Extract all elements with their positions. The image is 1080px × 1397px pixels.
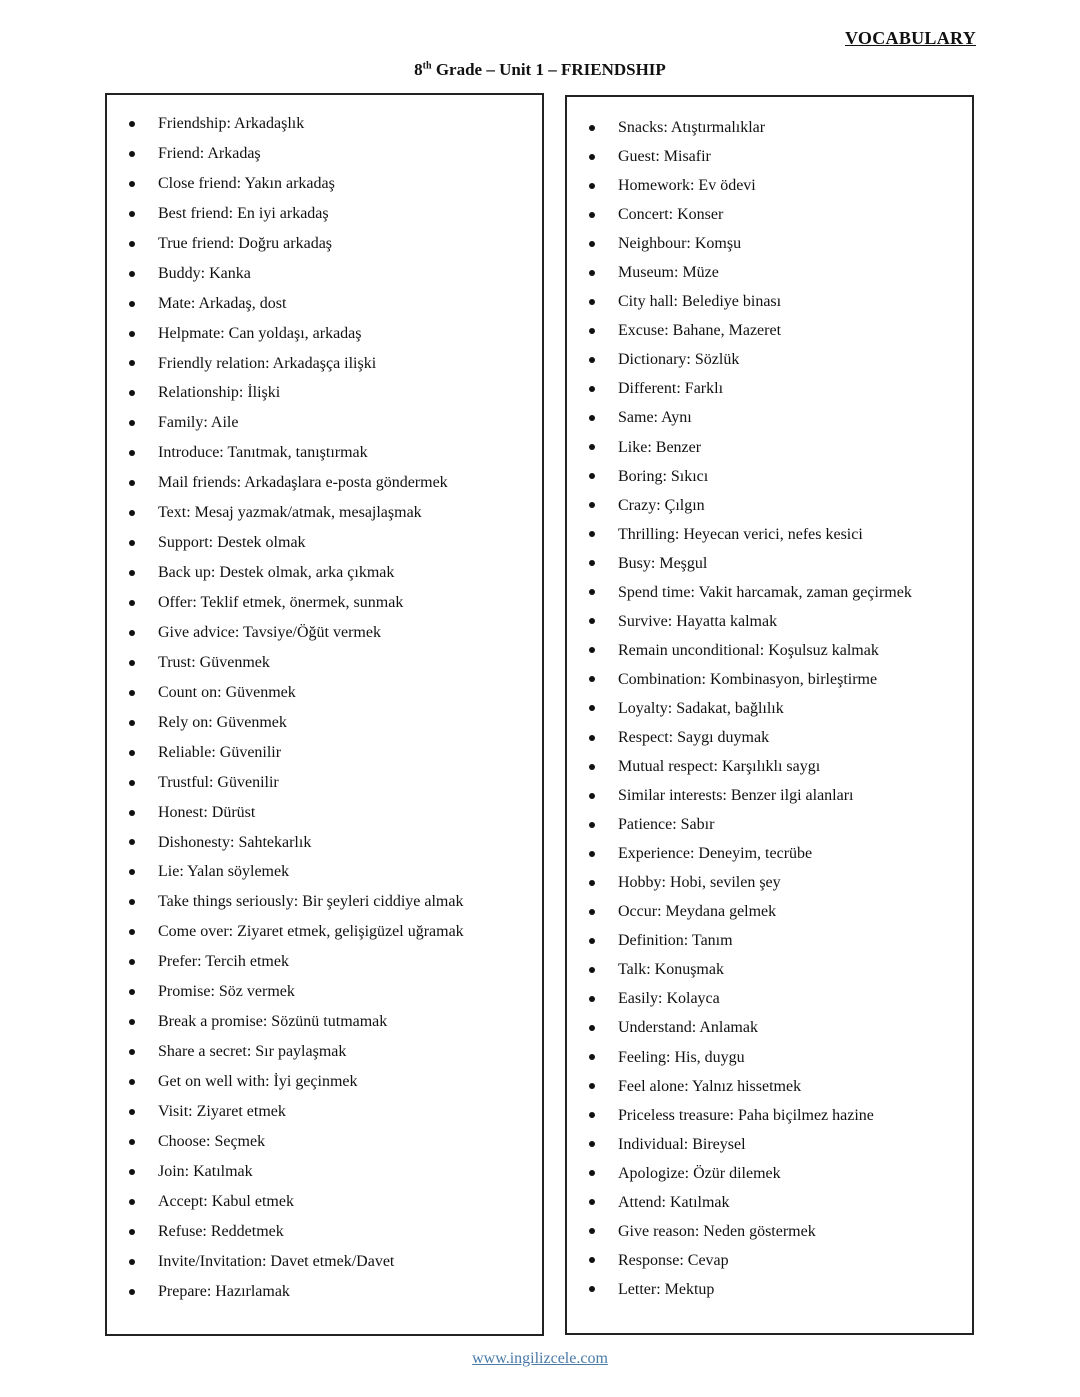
title-grade-number: 8 [414,60,423,79]
vocabulary-item-text: Accept: Kabul etmek [158,1192,294,1210]
bullet-icon [129,1229,135,1235]
vocabulary-item-text: Response: Cevap [618,1251,729,1269]
bullet-icon [129,899,135,905]
vocabulary-item-text: Join: Katılmak [158,1162,253,1180]
vocabulary-item-text: Friend: Arkadaş [158,144,261,162]
vocabulary-item-text: Dictionary: Sözlük [618,351,740,369]
vocabulary-item [567,142,972,171]
bullet-icon [589,851,595,857]
vocabulary-item [567,462,972,491]
bullet-icon [129,1289,135,1295]
bullet-icon [129,869,135,875]
vocabulary-item [567,1072,972,1101]
vocabulary-item-text: Concert: Konser [618,206,724,224]
bullet-icon [129,959,135,965]
bullet-icon [589,909,595,915]
vocabulary-item [567,1130,972,1159]
vocabulary-item [107,1067,542,1097]
bullet-icon [589,764,595,770]
bullet-icon [589,444,595,450]
vocabulary-item [567,1101,972,1130]
vocabulary-item-text: Share a secret: Sır paylaşmak [158,1043,347,1061]
bullet-icon [129,630,135,636]
vocabulary-item [107,289,542,319]
bullet-icon [589,154,595,160]
bullet-icon [129,301,135,307]
bullet-icon [129,510,135,516]
vocabulary-item [567,984,972,1013]
vocabulary-item-text: Same: Aynı [618,409,692,427]
vocabulary-item-text: Definition: Tanım [618,932,733,950]
vocabulary-item [107,1127,542,1157]
bullet-icon [589,1199,595,1205]
vocabulary-item-text: Support: Destek olmak [158,534,306,552]
vocabulary-item [107,1037,542,1067]
vocabulary-item-text: True friend: Doğru arkadaş [158,234,333,252]
vocabulary-item [107,408,542,438]
vocabulary-item-text: Trust: Güvenmek [158,653,270,671]
vocabulary-item-text: Spend time: Vakit harcamak, zaman geçirmek [618,583,912,601]
bullet-icon [129,271,135,277]
vocabulary-item [107,678,542,708]
vocabulary-item [567,374,972,403]
vocabulary-item [567,113,972,142]
vocabulary-item [107,558,542,588]
vocabulary-item-text: Museum: Müze [618,264,719,282]
vocabulary-item-text: Lie: Yalan söylemek [158,863,290,881]
vocabulary-item [567,1246,972,1275]
bullet-icon [589,618,595,624]
vocabulary-item [107,1217,542,1247]
vocabulary-item-text: Visit: Ziyaret etmek [158,1102,286,1120]
vocabulary-item-text: Choose: Seçmek [158,1132,266,1150]
vocabulary-item-text: Refuse: Reddetmek [158,1222,284,1240]
vocabulary-item [567,171,972,200]
vocabulary-item-text: Feeling: His, duygu [618,1048,745,1066]
title-unit-text: Grade – Unit 1 – FRIENDSHIP [431,60,666,79]
bullet-icon [129,750,135,756]
bullet-icon [129,121,135,127]
vocabulary-item-text: Back up: Destek olmak, arka çıkmak [158,564,395,582]
vocabulary-item [567,839,972,868]
vocabulary-item-text: Excuse: Bahane, Mazeret [618,322,782,340]
vocabulary-item-text: Reliable: Güvenilir [158,743,282,761]
vocabulary-item-text: Mutual respect: Karşılıklı saygı [618,758,821,776]
vocabulary-item-text: Different: Farklı [618,380,724,398]
vocabulary-item [107,768,542,798]
bullet-icon [129,780,135,786]
vocabulary-item-text: Friendly relation: Arkadaşça ilişki [158,354,377,372]
left-vocabulary-list [107,109,542,1307]
vocabulary-item-text: Hobby: Hobi, sevilen şey [618,874,781,892]
vocabulary-item [107,498,542,528]
vocabulary-item-text: Experience: Deneyim, tecrübe [618,845,813,863]
bullet-icon [129,570,135,576]
bullet-icon [129,1199,135,1205]
vocabulary-item [567,1275,972,1304]
bullet-icon [589,299,595,305]
vocabulary-item [107,648,542,678]
bullet-icon [129,420,135,426]
bullet-icon [589,1286,595,1292]
vocabulary-item [567,520,972,549]
vocabulary-item [567,1217,972,1246]
bullet-icon [589,676,595,682]
vocabulary-item [107,468,542,498]
vocabulary-item [567,345,972,374]
bullet-icon [589,735,595,741]
bullet-icon [589,880,595,886]
vocabulary-item-text: Count on: Güvenmek [158,683,296,701]
vocabulary-item [567,955,972,984]
vocabulary-item [567,607,972,636]
vocabulary-item-text: Text: Mesaj yazmak/atmak, mesajlaşmak [158,504,422,522]
vocabulary-item [567,578,972,607]
bullet-icon [129,690,135,696]
vocabulary-item [107,259,542,289]
vocabulary-item-text: Best friend: En iyi arkadaş [158,204,329,222]
bullet-icon [589,647,595,653]
bullet-icon [589,589,595,595]
bullet-icon [589,241,595,247]
vocabulary-item-text: Snacks: Atıştırmalıklar [618,119,766,136]
vocabulary-item [567,897,972,926]
vocabulary-item [107,1007,542,1037]
vocabulary-item [107,977,542,1007]
vocabulary-item-text: Prefer: Tercih etmek [158,953,289,971]
title-grade-suffix: th [422,60,432,72]
bullet-icon [589,212,595,218]
bullet-icon [589,502,595,508]
bullet-icon [589,1054,595,1060]
bullet-icon [129,211,135,217]
vocabulary-item [107,199,542,229]
vocabulary-item [567,287,972,316]
vocabulary-item [107,1277,542,1307]
vocabulary-item-text: Talk: Konuşmak [618,961,724,979]
vocabulary-item-text: Survive: Hayatta kalmak [618,612,778,630]
left-vocabulary-box [105,93,544,1336]
vocabulary-item [567,781,972,810]
bullet-icon [589,822,595,828]
bullet-icon [129,720,135,726]
bullet-icon [589,1228,595,1234]
bullet-icon [129,929,135,935]
bullet-icon [129,1049,135,1055]
vocabulary-item-text: Mate: Arkadaş, dost [158,294,287,312]
bullet-icon [129,1259,135,1265]
vocabulary-item-text: Feel alone: Yalnız hissetmek [618,1077,802,1095]
vocabulary-item [567,752,972,781]
bullet-icon [129,660,135,666]
vocabulary-item-text: Give reason: Neden göstermek [618,1222,816,1240]
vocabulary-item [107,438,542,468]
vocabulary-item [567,665,972,694]
vocabulary-item [107,828,542,858]
bullet-icon [129,360,135,366]
vocabulary-item-text: Relationship: İlişki [158,384,281,402]
vocabulary-item [567,1013,972,1042]
vocabulary-item [567,1188,972,1217]
vocabulary-item-text: Apologize: Özür dilemek [618,1164,781,1182]
vocabulary-item [107,738,542,768]
bullet-icon [589,560,595,566]
vocabulary-item [107,1097,542,1127]
bullet-icon [129,1019,135,1025]
vocabulary-item-text: Letter: Mektup [618,1280,715,1298]
vocabulary-item-text: Get on well with: İyi geçinmek [158,1073,358,1090]
vocabulary-item [567,491,972,520]
vocabulary-item [567,1159,972,1188]
vocabulary-item-text: Remain unconditional: Koşulsuz kalmak [618,641,879,659]
vocabulary-item [567,723,972,752]
bullet-icon [589,1083,595,1089]
vocabulary-item-text: Loyalty: Sadakat, bağlılık [618,699,784,717]
right-vocabulary-list [567,113,972,1304]
vocabulary-item-text: Break a promise: Sözünü tutmamak [158,1013,388,1031]
vocabulary-item-text: Give advice: Tavsiye/Öğüt vermek [158,623,381,641]
vocabulary-item-text: Individual: Bireysel [618,1135,746,1153]
vocabulary-item-text: Understand: Anlamak [618,1019,758,1037]
vocabulary-item-text: Easily: Kolayca [618,990,720,1008]
vocabulary-item-text: Attend: Katılmak [618,1193,730,1211]
bullet-icon [129,600,135,606]
vocabulary-item-text: Take things seriously: Bir şeyleri ciddiye almak [158,893,464,911]
vocabulary-item-text: Family: Aile [158,414,239,432]
vocabulary-item [567,316,972,345]
vocabulary-item [567,258,972,287]
bullet-icon [589,1257,595,1263]
bullet-icon [589,473,595,479]
vocabulary-item [567,549,972,578]
bullet-icon [129,810,135,816]
vocabulary-item [107,588,542,618]
bullet-icon [589,1025,595,1031]
vocabulary-item-text: Promise: Söz vermek [158,983,295,1001]
vocabulary-item-text: City hall: Belediye binası [618,293,782,311]
vocabulary-item-text: Dishonesty: Sahtekarlık [158,833,312,851]
bullet-icon [129,450,135,456]
bullet-icon [589,793,595,799]
vocabulary-item-text: Offer: Teklif etmek, önermek, sunmak [158,594,404,611]
vocabulary-item-text: Buddy: Kanka [158,264,251,282]
vocabulary-item-text: Homework: Ev ödevi [618,177,756,195]
vocabulary-item [567,636,972,665]
bullet-icon [589,415,595,421]
bullet-icon [589,531,595,537]
vocabulary-item-text: Priceless treasure: Paha biçilmez hazine [618,1106,874,1124]
vocabulary-item [107,378,542,408]
vocabulary-item-text: Rely on: Güvenmek [158,713,287,731]
vocabulary-item-text: Trustful: Güvenilir [158,773,279,791]
right-vocabulary-box [565,95,974,1335]
vocabulary-item [107,1247,542,1277]
bullet-icon [129,241,135,247]
bullet-icon [589,125,595,131]
vocabulary-item [107,947,542,977]
vocabulary-item [567,810,972,839]
bullet-icon [589,1112,595,1118]
vocabulary-item [107,887,542,917]
vocabulary-item [107,1187,542,1217]
vocabulary-item [567,403,972,432]
bullet-icon [129,1139,135,1145]
vocabulary-item [107,618,542,648]
vocabulary-item [107,528,542,558]
vocabulary-item-text: Combination: Kombinasyon, birleştirme [618,670,878,688]
vocabulary-item-text: Guest: Misafir [618,148,711,166]
bullet-icon [129,331,135,337]
page-title [0,60,1080,80]
bullet-icon [129,151,135,157]
bullet-icon [129,390,135,396]
bullet-icon [589,270,595,276]
vocabulary-item [567,229,972,258]
vocabulary-item [107,169,542,199]
vocabulary-item-text: Close friend: Yakın arkadaş [158,174,335,192]
vocabulary-label: VOCABULARY [844,28,976,48]
vocabulary-item [107,798,542,828]
bullet-icon [589,386,595,392]
vocabulary-item [107,139,542,169]
vocabulary-item-text: Similar interests: Benzer ilgi alanları [618,787,854,805]
vocabulary-item-text: Helpmate: Can yoldaşı, arkadaş [158,324,362,342]
bullet-icon [129,989,135,995]
vocabulary-item [107,109,542,139]
vocabulary-item-text: Busy: Meşgul [618,554,708,572]
vocabulary-item-text: Friendship: Arkadaşlık [158,115,305,132]
vocabulary-item-text: Invite/Invitation: Davet etmek/Davet [158,1252,395,1270]
bullet-icon [129,181,135,187]
bullet-icon [589,996,595,1002]
vocabulary-item [567,694,972,723]
bullet-icon [589,183,595,189]
vocabulary-item [567,926,972,955]
vocabulary-item-text: Introduce: Tanıtmak, tanıştırmak [158,444,368,462]
vocabulary-item [567,200,972,229]
vocabulary-item [107,917,542,947]
vocabulary-item [107,319,542,349]
vocabulary-item-text: Like: Benzer [618,438,702,456]
vocabulary-item-text: Prepare: Hazırlamak [158,1282,290,1300]
vocabulary-item-text: Patience: Sabır [618,816,715,834]
vocabulary-item [107,1157,542,1187]
vocabulary-item [107,229,542,259]
bullet-icon [589,705,595,711]
vocabulary-item-text: Neighbour: Komşu [618,235,742,253]
vocabulary-item-text: Thrilling: Heyecan verici, nefes kesici [618,525,863,543]
vocabulary-item [567,433,972,462]
bullet-icon [589,1170,595,1176]
bullet-icon [589,357,595,363]
bullet-icon [129,540,135,546]
vocabulary-item [107,708,542,738]
vocabulary-item-text: Respect: Saygı duymak [618,728,770,746]
bullet-icon [129,1079,135,1085]
vocabulary-item-text: Come over: Ziyaret etmek, gelişigüzel uğramak [158,923,464,941]
bullet-icon [129,1109,135,1115]
vocabulary-item-text: Occur: Meydana gelmek [618,903,777,921]
vocabulary-item [107,857,542,887]
vocabulary-item-text: Mail friends: Arkadaşlara e-posta göndermek [158,474,448,492]
bullet-icon [589,328,595,334]
bullet-icon [129,839,135,845]
bullet-icon [589,938,595,944]
vocabulary-item [107,349,542,379]
bullet-icon [129,480,135,486]
vocabulary-item [567,1043,972,1072]
footer-website-link[interactable]: www.ingilizcele.com [472,1350,608,1367]
bullet-icon [589,1141,595,1147]
vocabulary-item-text: Boring: Sıkıcı [618,467,709,485]
bullet-icon [589,967,595,973]
vocabulary-item-text: Honest: Dürüst [158,803,256,821]
bullet-icon [129,1169,135,1175]
vocabulary-item [567,868,972,897]
vocabulary-item-text: Crazy: Çılgın [618,496,705,514]
